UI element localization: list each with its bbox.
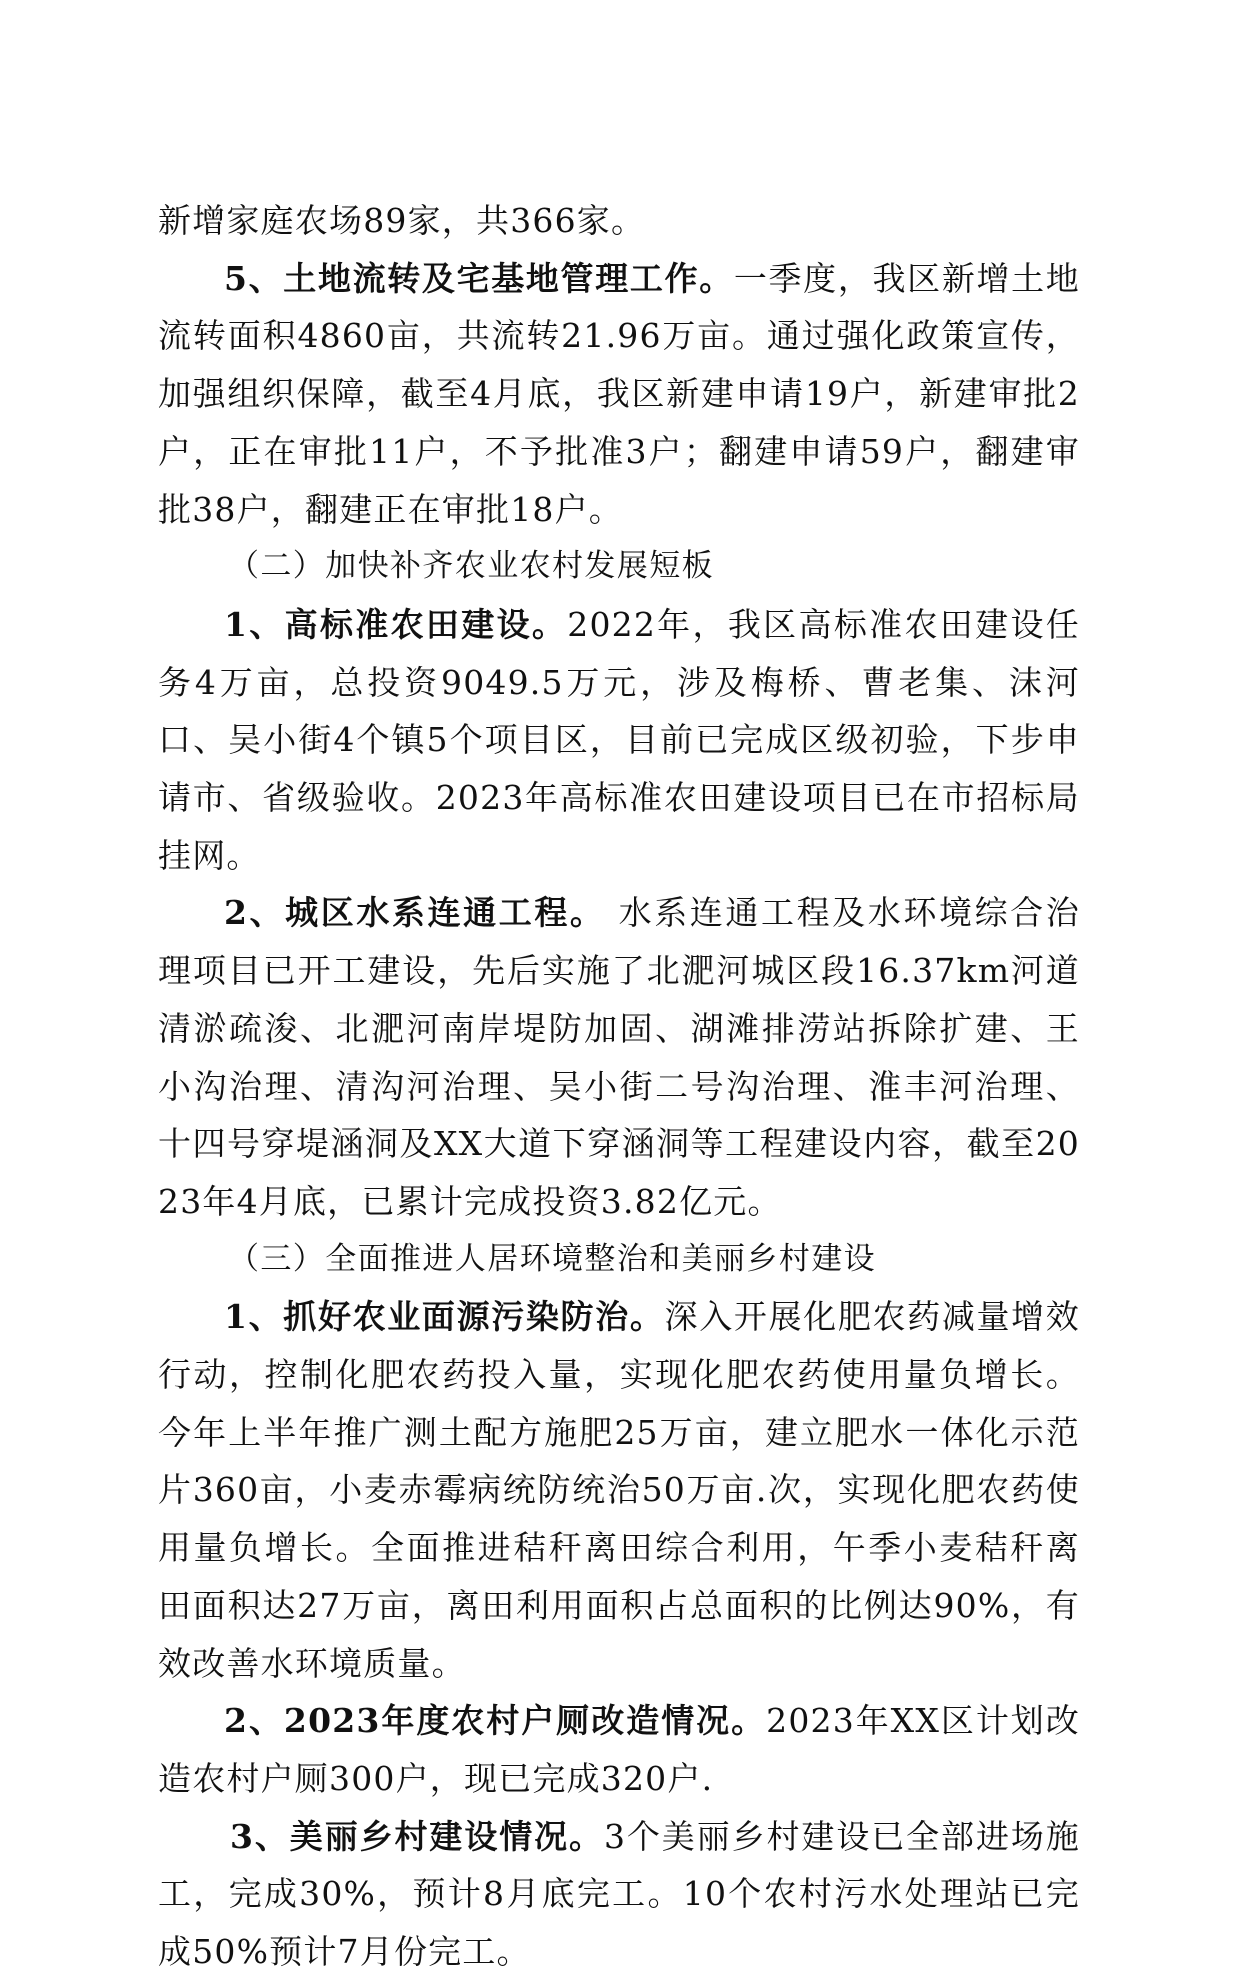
paragraph-toilet (158, 1692, 1080, 1807)
section-heading-2: （二）加快补齐农业农村发展短板 (228, 548, 714, 585)
paragraph-text: 水系连通工程及水环境综合治理项目已开工建设，先后实施了北淝河城区段16.37km河道清淤疏浚、北淝河南岸堤防加固、湖滩排涝站拆除扩建、王小沟治理、清沟河治理、吴小街二号沟治理、淮丰河治理、十四号穿堤涵洞及XX大道下穿涵洞等工程建设内容，截至2023年4月底，已累计完成投资3.82亿元。 (158, 893, 1080, 1221)
paragraph-land-transfer (158, 250, 1080, 539)
paragraph-water-system (158, 884, 1080, 1230)
paragraph-text: 新增家庭农场89家，共366家。 (158, 201, 646, 240)
paragraph-heading: 5、土地流转及宅基地管理工作。 (224, 258, 734, 298)
paragraph-pollution (158, 1288, 1080, 1692)
paragraph-continuation (158, 192, 1080, 250)
paragraph-heading: 3、美丽乡村建设情况。 (230, 1816, 604, 1856)
section-heading-3: （三）全面推进人居环境整治和美丽乡村建设 (228, 1240, 876, 1277)
paragraph-heading: 2、城区水系连通工程。 (224, 893, 606, 933)
paragraph-farmland (158, 596, 1080, 885)
paragraph-heading: 1、高标准农田建设。 (224, 604, 568, 644)
paragraph-text: 一季度，我区新增土地流转面积4860亩，共流转21.96万亩。通过强化政策宣传，加强组织保障，截至4月底，我区新建申请19户，新建审批2户，正在审批11户，不予批准3户；翻建申请59户，翻建审批38户，翻建正在审批18户。 (158, 258, 1080, 529)
paragraph-text: 2023年XX区计划改造农村户厕300户，现已完成320户. (158, 1701, 1080, 1798)
paragraph-beautiful-village (158, 1808, 1080, 1981)
paragraph-text: 3个美丽乡村建设已全部进场施工，完成30%，预计8月底完工。10个农村污水处理站已完成50%预计7月份完工。 (158, 1816, 1080, 1972)
paragraph-heading: 2、2023年度农村户厕改造情况。 (224, 1701, 767, 1741)
document-page (158, 192, 1080, 1981)
paragraph-text: 2022年，我区高标准农田建设任务4万亩，总投资9049.5万元，涉及梅桥、曹老集、沫河口、吴小街4个镇5个项目区，目前已完成区级初验，下步申请市、省级验收。2023年高标准农田建设项目已在市招标局挂网。 (158, 604, 1080, 875)
paragraph-text: 深入开展化肥农药减量增效行动，控制化肥农药投入量，实现化肥农药使用量负增长。今年上半年推广测土配方施肥25万亩，建立肥水一体化示范片360亩，小麦赤霉病统防统治50万亩.次，实现化肥农药使用量负增长。全面推进秸秆离田综合利用，午季小麦秸秆离田面积达27万亩，离田利用面积占总面积的比例达90%，有效改善水环境质量。 (158, 1297, 1081, 1683)
paragraph-heading: 1、抓好农业面源污染防治。 (224, 1297, 665, 1337)
